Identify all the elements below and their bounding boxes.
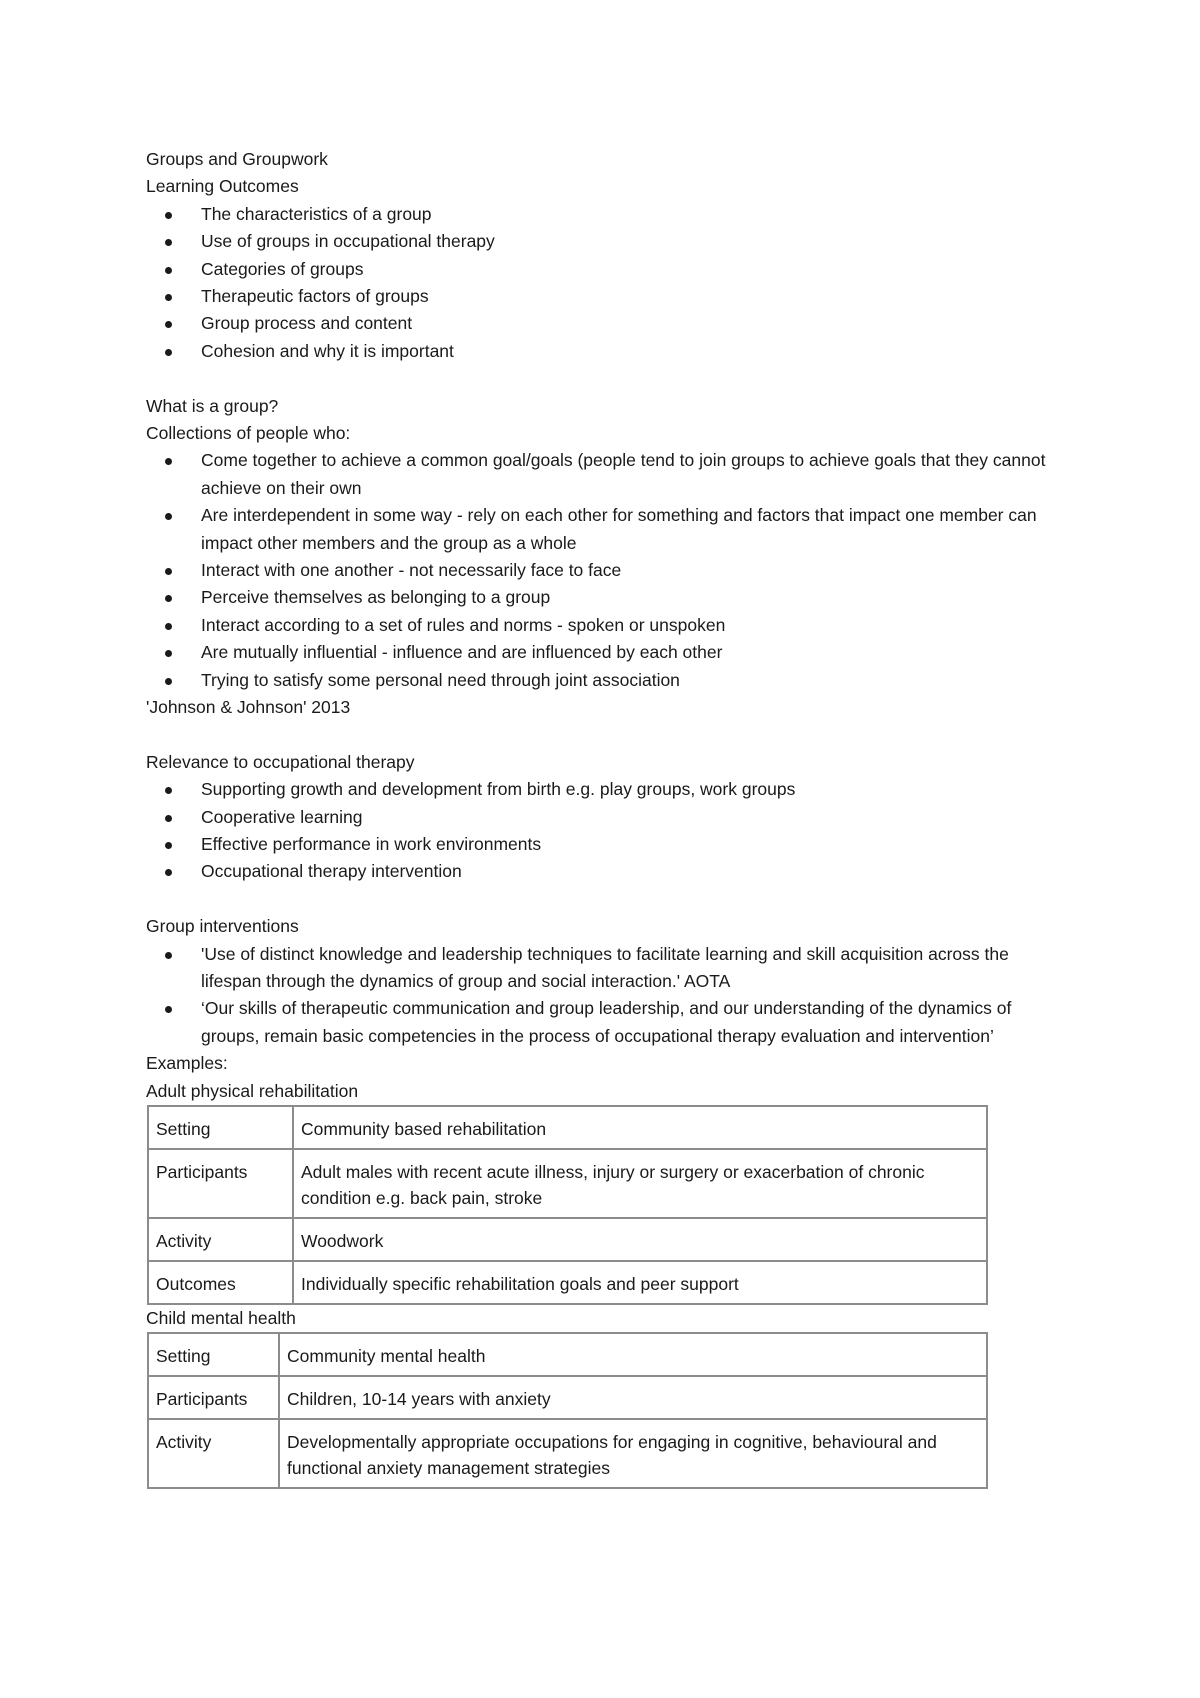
example-table-child-mental-health (147, 1332, 988, 1489)
table-caption-adult-rehab: Adult physical rehabilitation (146, 1080, 359, 1101)
what-is-group-heading: What is a group? (146, 395, 279, 416)
table-key-cell: Activity (148, 1419, 279, 1488)
list-item: Interact with one another - not necessarily face to face (146, 557, 1056, 584)
table-value-cell: Children, 10-14 years with anxiety (279, 1376, 987, 1419)
list-item: Perceive themselves as belonging to a group (146, 584, 1056, 611)
table-value-cell: Individually specific rehabilitation goals and peer support (293, 1261, 987, 1304)
table-row (148, 1333, 987, 1376)
table-value-cell: Community mental health (279, 1333, 987, 1376)
learning-outcomes-list (146, 201, 1056, 365)
example-table-adult-rehab (147, 1105, 988, 1305)
list-item: Occupational therapy intervention (146, 858, 1056, 885)
table-key-cell: Activity (148, 1218, 293, 1261)
list-item: Trying to satisfy some personal need through joint association (146, 667, 1056, 694)
relevance-list (146, 776, 1056, 886)
list-item: Supporting growth and development from birth e.g. play groups, work groups (146, 776, 1056, 803)
table-value-cell: Woodwork (293, 1218, 987, 1261)
table-key-cell: Setting (148, 1333, 279, 1376)
table-row (148, 1261, 987, 1304)
list-item: Are interdependent in some way - rely on each other for something and factors that impact one member can impact other members and the group as a whole (146, 502, 1056, 557)
list-item: Effective performance in work environments (146, 831, 1056, 858)
document-page (146, 146, 1056, 1489)
document-title: Groups and Groupwork (146, 149, 328, 169)
list-item: Therapeutic factors of groups (146, 283, 1056, 310)
table-value-cell: Adult males with recent acute illness, injury or surgery or exacerbation of chronic condition e.g. back pain, stroke (293, 1149, 987, 1218)
table-value-cell: Community based rehabilitation (293, 1106, 987, 1149)
paragraph-gap (146, 886, 1056, 913)
group-characteristics-list (146, 447, 1056, 694)
paragraph-gap (146, 721, 1056, 748)
table-row (148, 1149, 987, 1218)
paragraph-gap (146, 365, 1056, 392)
list-item: 'Use of distinct knowledge and leadership techniques to facilitate learning and skill acquisition across the lifespan through the dynamics of group and social interaction.' AOTA (146, 941, 1056, 996)
examples-label: Examples: (146, 1053, 228, 1074)
relevance-heading: Relevance to occupational therapy (146, 751, 415, 772)
list-item: Group process and content (146, 310, 1056, 337)
list-item: Categories of groups (146, 256, 1056, 283)
table-key-cell: Setting (148, 1106, 293, 1149)
what-is-group-intro: Collections of people who: (146, 423, 351, 443)
table-key-cell: Participants (148, 1376, 279, 1419)
learning-outcomes-heading: Learning Outcomes (146, 176, 299, 197)
list-item: Interact according to a set of rules and norms - spoken or unspoken (146, 612, 1056, 639)
table-value-cell: Developmentally appropriate occupations for engaging in cognitive, behavioural and functional anxiety management strategies (279, 1419, 987, 1488)
group-interventions-list (146, 941, 1056, 1051)
list-item: Are mutually influential - influence and are influenced by each other (146, 639, 1056, 666)
list-item: Come together to achieve a common goal/goals (people tend to join groups to achieve goals that they cannot achieve on their own (146, 447, 1056, 502)
table-caption-child-mental-health: Child mental health (146, 1308, 296, 1329)
table-key-cell: Participants (148, 1149, 293, 1218)
list-item: The characteristics of a group (146, 201, 1056, 228)
group-interventions-heading: Group interventions (146, 916, 299, 937)
list-item: Cooperative learning (146, 804, 1056, 831)
table-key-cell: Outcomes (148, 1261, 293, 1304)
table-row (148, 1218, 987, 1261)
table-row (148, 1106, 987, 1149)
list-item: Use of groups in occupational therapy (146, 228, 1056, 255)
table-row (148, 1419, 987, 1488)
list-item: ‘Our skills of therapeutic communication and group leadership, and our understanding of the dynamics of groups, remain basic competencies in the process of occupational therapy evaluation and intervention’ (146, 995, 1056, 1050)
citation: 'Johnson & Johnson' 2013 (146, 697, 351, 718)
table-row (148, 1376, 987, 1419)
list-item: Cohesion and why it is important (146, 338, 1056, 365)
